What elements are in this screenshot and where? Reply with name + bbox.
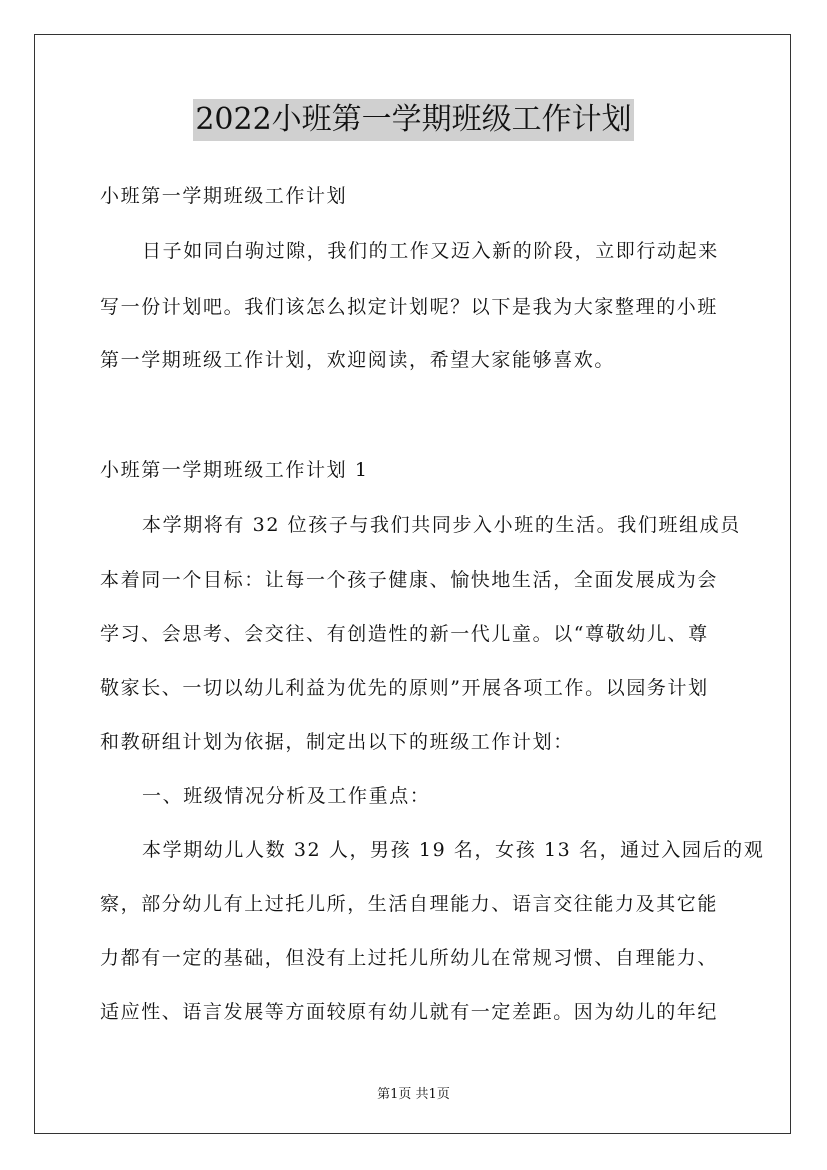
paragraph-line: 敬家长、一切以幼儿利益为优先的原则”开展各项工作。以园务计划 xyxy=(100,677,709,699)
intro-line: 第一学期班级工作计划，欢迎阅读，希望大家能够喜欢。 xyxy=(100,349,616,371)
section-title: 小班第一学期班级工作计划 1 xyxy=(100,459,369,481)
paragraph-line: 和教研组计划为依据，制定出以下的班级工作计划： xyxy=(100,731,574,753)
paragraph-line: 适应性、语言发展等方面较原有幼儿就有一定差距。因为幼儿的年纪 xyxy=(100,1001,719,1023)
paragraph-line: 学习、会思考、会交往、有创造性的新一代儿童。以“尊敬幼儿、尊 xyxy=(100,623,709,645)
paragraph-line: 力都有一定的基础，但没有上过托儿所幼儿在常规习惯、自理能力、 xyxy=(100,947,719,969)
paragraph-line: 本学期幼儿人数 32 人，男孩 19 名，女孩 13 名，通过入园后的观 xyxy=(142,839,765,861)
subtitle-heading: 小班第一学期班级工作计划 xyxy=(100,185,348,207)
section-heading: 一、班级情况分析及工作重点： xyxy=(142,785,431,807)
intro-line: 日子如同白驹过隙，我们的工作又迈入新的阶段，立即行动起来 xyxy=(142,240,719,262)
paragraph-line: 本着同一个目标：让每一个孩子健康、愉快地生活，全面发展成为会 xyxy=(100,569,719,591)
document-title: 2022小班第一学期班级工作计划 xyxy=(193,99,633,141)
paragraph-line: 察，部分幼儿有上过托儿所，生活自理能力、语言交往能力及其它能 xyxy=(100,893,719,915)
page-footer: 第1页 共1页 xyxy=(377,1087,450,1102)
title-container xyxy=(0,99,827,141)
paragraph-line: 本学期将有 32 位孩子与我们共同步入小班的生活。我们班组成员 xyxy=(142,514,741,536)
intro-line: 写一份计划吧。我们该怎么拟定计划呢？以下是我为大家整理的小班 xyxy=(100,296,719,318)
